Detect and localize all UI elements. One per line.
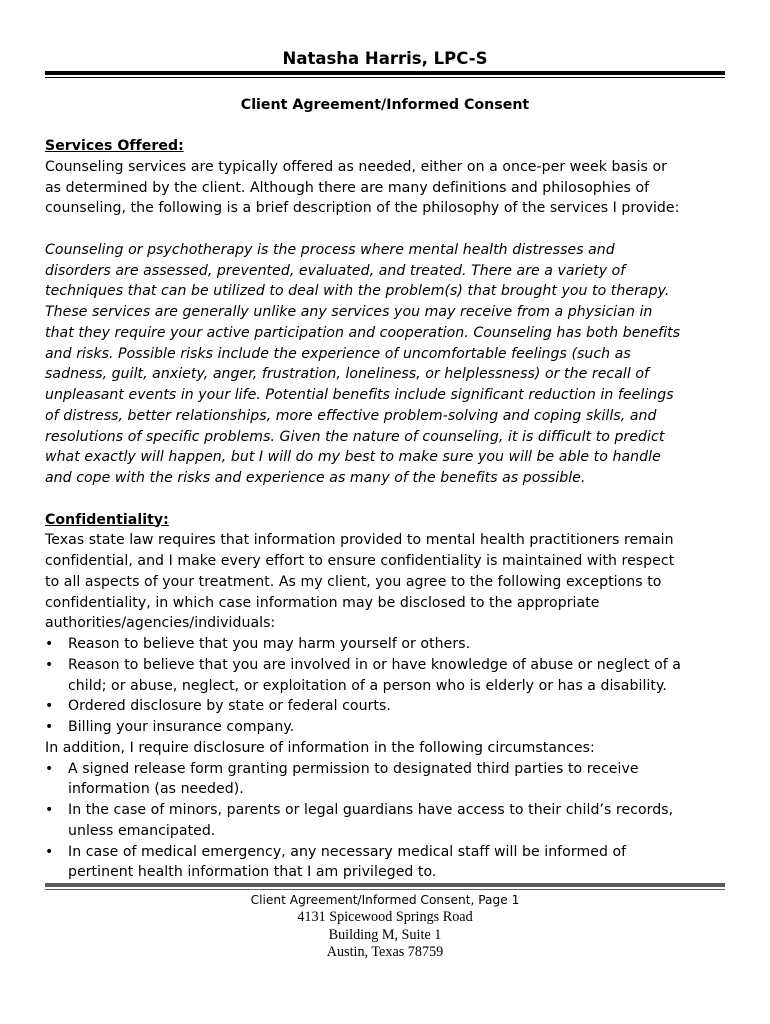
bullet-icon: • [45,802,54,818]
philosophy-line: unpleasant events in your life. Potential benefits include significant reduction in feelings [45,387,674,403]
list-item-text: In case of medical emergency, any necessary medical staff will be informed of [68,843,627,860]
services-intro-line: counseling, the following is a brief description of the philosophy of the services I provide: [45,200,680,217]
philosophy-line: Counseling or psychotherapy is the process where mental health distresses and [45,241,615,258]
additional-item [45,800,735,842]
confidentiality-intro-line: to all aspects of your treatment. As my client, you agree to the following exceptions to [45,573,662,590]
confidentiality-intro-line: confidentiality, in which case information may be disclosed to the appropriate [45,594,600,611]
philosophy-line: techniques that can be utilized to deal with the problem(s) that brought you to therapy. [45,283,670,300]
philosophy-line: resolutions of specific problems. Given the nature of counseling, it is difficult to predict [45,428,665,445]
philosophy-line: and cope with the risks and experience as many of the benefits as possible. [45,470,586,486]
confidentiality-intro-line: Texas state law requires that information provided to mental health practitioners remain [45,532,674,549]
list-item-text: Reason to believe that you are involved in or have knowledge of abuse or neglect of a [68,656,681,673]
services-heading: Services Offered: [45,138,184,154]
additional-item [45,842,735,884]
philosophy-line: These services are generally unlike any services you may receive from a physician in [45,304,653,320]
list-item-text: information (as needed). [68,781,244,798]
bullet-icon: • [45,698,54,715]
list-item-text: Billing your insurance company. [68,719,295,735]
footer-address-line-2: Building M, Suite 1 [328,926,442,943]
confidentiality-intro-line: authorities/agencies/individuals: [45,615,276,632]
footer-address-line-3: Austin, Texas 78759 [326,944,444,960]
bullet-icon: • [45,656,54,673]
confidentiality-intro [45,530,735,634]
bullet-icon: • [45,636,54,652]
philosophy-line: of distress, better relationships, more effective problem-solving and coping skills, and [45,407,657,424]
list-item-text: A signed release form granting permission to designated third parties to receive [68,760,639,777]
exception-item [45,634,735,655]
exception-item [45,696,735,717]
services-intro-line: Counseling services are typically offered as needed, either on a once-per week basis or [45,158,667,175]
confidentiality-heading: Confidentiality: [45,511,169,528]
exception-item [45,655,735,697]
additional-disclosure-intro: In addition, I require disclosure of information in the following circumstances: [45,739,595,756]
services-intro-line: as determined by the client. Although there are many definitions and philosophies of [45,179,650,196]
footer-page-label: Client Agreement/Informed Consent, Page 1 [250,893,520,907]
document-body [45,136,735,883]
bullet-icon: • [45,719,54,735]
footer-rule-thin [45,889,725,890]
confidentiality-intro-line: confidential, and I make every effort to ensure confidentiality is maintained with respect [45,553,675,569]
services-intro [45,157,735,219]
philosophy-line: that they require your active participation and cooperation. Counseling has both benefits [45,324,681,341]
exception-item [45,717,735,738]
list-item-text: Reason to believe that you may harm yourself or others. [68,636,471,652]
services-philosophy [45,240,735,489]
list-item-text: child; or abuse, neglect, or exploitation of a person who is elderly or has a disability. [68,677,667,694]
header-rule-thick [45,71,725,75]
footer [45,892,725,962]
list-item-text: Ordered disclosure by state or federal courts. [68,698,391,715]
list-item-text: unless emancipated. [68,822,216,839]
confidentiality-exceptions-list [45,634,735,738]
philosophy-line: sadness, guilt, anxiety, anger, frustration, loneliness, or helplessness) or the recall of [45,366,650,383]
philosophy-line: disorders are assessed, prevented, evaluated, and treated. There are a variety of [45,262,626,279]
additional-disclosure-list [45,759,735,884]
provider-name: Natasha Harris, LPC-S [282,49,488,68]
list-item-text: pertinent health information that I am privileged to. [68,864,437,881]
philosophy-line: and risks. Possible risks include the experience of uncomfortable feelings (such as [45,345,631,362]
footer-rule-thick [45,883,725,887]
bullet-icon: • [45,843,54,860]
bullet-icon: • [45,760,54,777]
list-item-text: In the case of minors, parents or legal guardians have access to their child’s records, [68,802,674,818]
header-rule-thin [45,77,725,78]
footer-address-line-1: 4131 Spicewood Springs Road [297,909,473,925]
philosophy-line: what exactly will happen, but I will do my best to make sure you will be able to handle [45,449,661,466]
additional-item [45,759,735,801]
document-title: Client Agreement/Informed Consent [240,97,530,113]
